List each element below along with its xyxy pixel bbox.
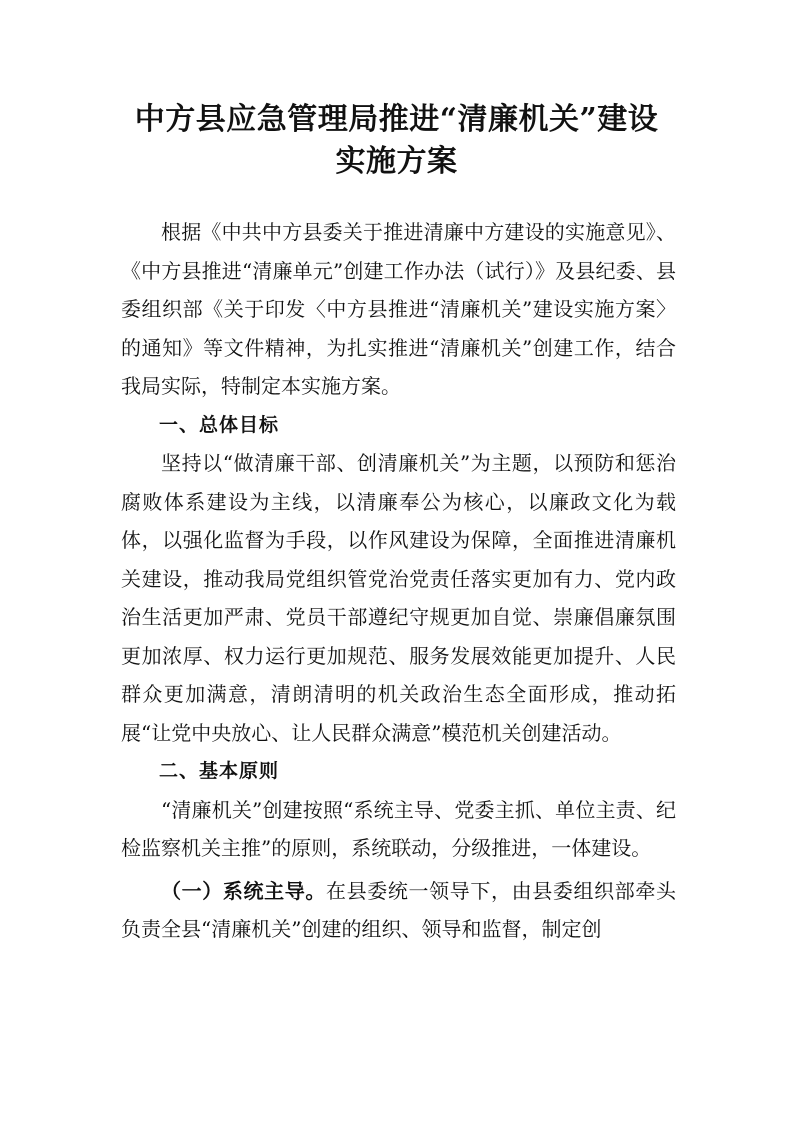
document-title-line-1: 中方县应急管理局推进“清廉机关”建设 [134, 102, 659, 137]
intro-paragraph: 根据《中共中方县委关于推进清廉中方建设的实施意见》、《中方县推进“清廉单元”创建工作办法（试行）》及县纪委、县委组织部《关于印发〈中方县推进“清廉机关”建设实施方案〉的通知》等文件精神，为扎实推进“清廉机关”创建工作，结合我局实际，特制定本实施方案。 [121, 220, 676, 398]
document-title-line-2: 实施方案 [335, 144, 458, 179]
section-1-paragraph: 坚持以“做清廉干部、创清廉机关”为主题，以预防和惩治腐败体系建设为主线，以清廉奉公为核心，以廉政文化为载体，以强化监督为手段，以作风建设为保障，全面推进清廉机关建设，推动我局党组织管党治党责任落实更加有力、党内政治生活更加严肃、党员干部遵纪守规更加自觉、崇廉倡廉氛围更加浓厚、权力运行更加规范、服务发展效能更加提升、人民群众更加满意，清朗清明的机关政治生态全面形成，推动拓展“让党中央放心、让人民群众满意”模范机关创建活动。 [121, 451, 676, 745]
subsection-1-label: （一）系统主导。 [161, 878, 326, 903]
section-1-heading: 一、总体目标 [159, 413, 280, 436]
subsection-1-paragraph [121, 872, 676, 949]
subsection-1-text: 在县委统一领导下，由县委组织部牵头负责全县“清廉机关”创建的组织、领导和监督，制定创 [121, 878, 676, 941]
section-2-paragraph: “清廉机关”创建按照“系统主导、党委主抓、单位主责、纪检监察机关主推”的原则，系统联动，分级推进，一体建设。 [121, 797, 676, 860]
section-2-heading: 二、基本原则 [159, 760, 280, 782]
document-body [121, 213, 676, 949]
